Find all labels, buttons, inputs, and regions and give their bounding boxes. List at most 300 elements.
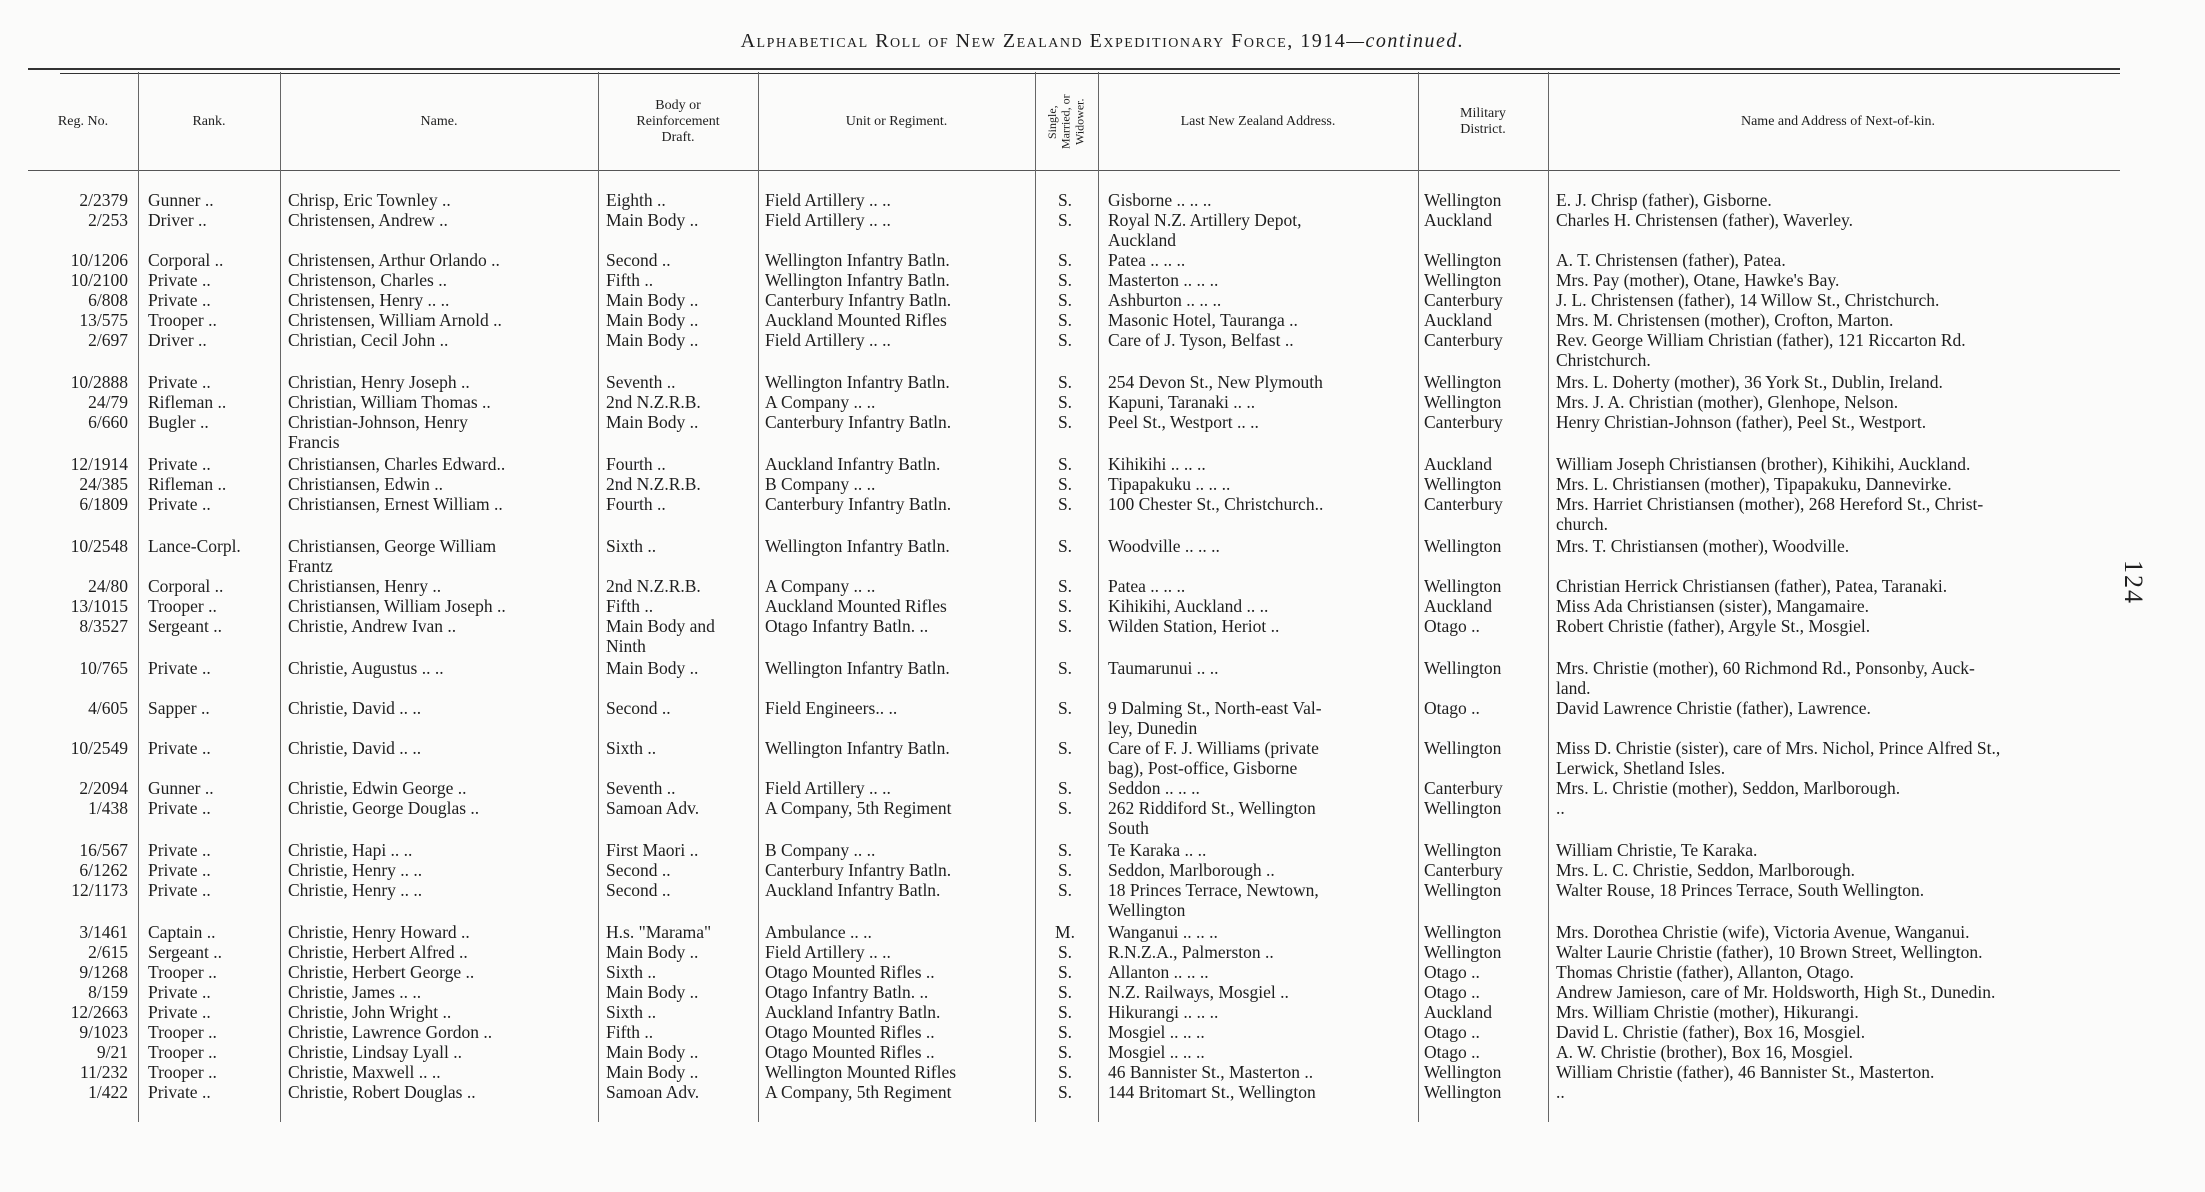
cell-addr: R.N.Z.A., Palmerston .. xyxy=(1108,942,1274,962)
cell-smw: S. xyxy=(1057,536,1073,556)
cell-smw: S. xyxy=(1057,942,1073,962)
cell-rank: Private .. xyxy=(148,372,211,392)
cell-smw: S. xyxy=(1057,412,1073,432)
cell-rank: Gunner .. xyxy=(148,190,214,210)
cell-unit: Canterbury Infantry Batln. xyxy=(765,494,952,514)
cell-reg: 24/79 xyxy=(88,392,128,412)
cell-kin: .. xyxy=(1556,798,1565,818)
cell-addr: Tipapakuku .. .. .. xyxy=(1108,474,1231,494)
cell-unit: Auckland Infantry Batln. xyxy=(765,880,941,900)
cell-rank: Private .. xyxy=(148,880,211,900)
cell-unit: Field Artillery .. .. xyxy=(765,942,891,962)
cell-smw: S. xyxy=(1057,658,1073,678)
cell-reg: 8/3527 xyxy=(79,616,128,636)
cell-dist: Otago .. xyxy=(1424,1042,1480,1062)
cell-smw: S. xyxy=(1057,1022,1073,1042)
header-last-address: Last New Zealand Address. xyxy=(1180,113,1336,129)
cell-dist: Otago .. xyxy=(1424,698,1480,718)
cell-kin: Walter Rouse, 18 Princes Terrace, South Wellington. xyxy=(1556,880,1925,900)
cell-kin: William Christie (father), 46 Bannister St., Masterton. xyxy=(1556,1062,1935,1082)
cell-unit: Wellington Mounted Rifles xyxy=(765,1062,957,1082)
cell-addr: Allanton .. .. .. xyxy=(1108,962,1209,982)
cell-reg: 11/232 xyxy=(80,1062,128,1082)
cell-dist: Auckland xyxy=(1424,1002,1493,1022)
cell-reg: 2/615 xyxy=(88,942,128,962)
cell-reg: 2/2094 xyxy=(79,778,128,798)
cell-addr: Kapuni, Taranaki .. .. xyxy=(1108,392,1256,412)
cell-name: Christiansen, George William Frantz xyxy=(288,536,497,576)
column-divider xyxy=(598,72,599,1122)
cell-dist: Wellington xyxy=(1424,922,1502,942)
cell-addr: N.Z. Railways, Mosgiel .. xyxy=(1108,982,1289,1002)
cell-rank: Trooper .. xyxy=(148,1062,217,1082)
cell-body: Sixth .. xyxy=(606,738,657,758)
cell-body: Main Body and Ninth xyxy=(606,616,715,656)
cell-dist: Canterbury xyxy=(1424,494,1503,514)
cell-body: Seventh .. xyxy=(606,778,676,798)
cell-dist: Wellington xyxy=(1424,474,1502,494)
cell-smw: S. xyxy=(1057,210,1073,230)
column-divider xyxy=(758,72,759,1122)
page-title xyxy=(0,30,2205,53)
cell-reg: 6/1262 xyxy=(79,860,128,880)
cell-unit: Wellington Infantry Batln. xyxy=(765,372,950,392)
cell-kin: Walter Laurie Christie (father), 10 Brown Street, Wellington. xyxy=(1556,942,1983,962)
cell-reg: 10/2100 xyxy=(70,270,128,290)
header-next-of-kin: Name and Address of Next-of-kin. xyxy=(1740,113,1935,129)
cell-reg: 8/159 xyxy=(88,982,128,1002)
cell-smw: S. xyxy=(1057,840,1073,860)
cell-body: Fourth .. xyxy=(606,454,666,474)
cell-dist: Wellington xyxy=(1424,372,1502,392)
cell-smw: S. xyxy=(1057,250,1073,270)
cell-name: Christensen, William Arnold .. xyxy=(288,310,502,330)
cell-reg: 10/765 xyxy=(79,658,128,678)
cell-dist: Wellington xyxy=(1424,392,1502,412)
cell-kin: William Christie, Te Karaka. xyxy=(1556,840,1758,860)
cell-reg: 9/21 xyxy=(96,1042,128,1062)
cell-dist: Auckland xyxy=(1424,596,1493,616)
cell-smw: S. xyxy=(1057,778,1073,798)
cell-reg: 1/422 xyxy=(88,1082,128,1102)
cell-dist: Wellington xyxy=(1424,1082,1502,1102)
cell-name: Christie, John Wright .. xyxy=(288,1002,452,1022)
cell-dist: Canterbury xyxy=(1424,290,1503,310)
cell-name: Christie, David .. .. xyxy=(288,698,422,718)
cell-body: Main Body .. xyxy=(606,310,699,330)
cell-smw: S. xyxy=(1057,310,1073,330)
cell-dist: Wellington xyxy=(1424,798,1502,818)
cell-name: Christie, Henry Howard .. xyxy=(288,922,470,942)
cell-unit: Wellington Infantry Batln. xyxy=(765,658,950,678)
cell-dist: Wellington xyxy=(1424,536,1502,556)
cell-addr: Hikurangi .. .. .. xyxy=(1108,1002,1219,1022)
cell-rank: Private .. xyxy=(148,1002,211,1022)
cell-addr: Te Karaka .. .. xyxy=(1108,840,1207,860)
cell-body: Main Body .. xyxy=(606,1062,699,1082)
cell-body: Main Body .. xyxy=(606,290,699,310)
column-divider xyxy=(1418,72,1419,1122)
cell-dist: Wellington xyxy=(1424,880,1502,900)
cell-rank: Rifleman .. xyxy=(148,392,227,412)
cell-unit: A Company, 5th Regiment xyxy=(765,1082,952,1102)
cell-dist: Wellington xyxy=(1424,840,1502,860)
cell-rank: Private .. xyxy=(148,494,211,514)
cell-name: Christie, Robert Douglas .. xyxy=(288,1082,476,1102)
cell-unit: A Company .. .. xyxy=(765,576,876,596)
cell-reg: 4/605 xyxy=(88,698,128,718)
cell-kin: William Joseph Christiansen (brother), Kihikihi, Auckland. xyxy=(1556,454,1971,474)
cell-name: Christie, Herbert Alfred .. xyxy=(288,942,468,962)
cell-rank: Lance-Corpl. xyxy=(148,536,241,556)
page-number: 124 xyxy=(2119,560,2148,605)
cell-rank: Sergeant .. xyxy=(148,616,223,636)
cell-rank: Private .. xyxy=(148,270,211,290)
cell-name: Christiansen, Charles Edward.. xyxy=(288,454,506,474)
cell-smw: S. xyxy=(1057,880,1073,900)
cell-unit: Canterbury Infantry Batln. xyxy=(765,412,952,432)
cell-name: Christensen, Arthur Orlando .. xyxy=(288,250,500,270)
cell-rank: Private .. xyxy=(148,1082,211,1102)
cell-body: Main Body .. xyxy=(606,982,699,1002)
cell-addr: Mosgiel .. .. .. xyxy=(1108,1042,1205,1062)
cell-rank: Captain .. xyxy=(148,922,216,942)
cell-reg: 16/567 xyxy=(79,840,128,860)
cell-body: Samoan Adv. xyxy=(606,1082,700,1102)
cell-body: Second .. xyxy=(606,698,671,718)
column-divider xyxy=(280,72,281,1122)
title-suffix: —continued. xyxy=(1346,30,1465,52)
cell-addr: Patea .. .. .. xyxy=(1108,576,1186,596)
header-unit: Unit or Regiment. xyxy=(845,113,948,129)
cell-addr: Peel St., Westport .. .. xyxy=(1108,412,1259,432)
header-military-district: Military District. xyxy=(1460,105,1506,137)
cell-reg: 10/2888 xyxy=(70,372,128,392)
cell-body: Sixth .. xyxy=(606,962,657,982)
cell-name: Christie, George Douglas .. xyxy=(288,798,480,818)
cell-name: Christian, Cecil John .. xyxy=(288,330,449,350)
cell-body: H.s. "Marama" xyxy=(606,922,712,942)
cell-dist: Auckland xyxy=(1424,454,1493,474)
cell-body: Main Body .. xyxy=(606,1042,699,1062)
cell-addr: Seddon, Marlborough .. xyxy=(1108,860,1275,880)
cell-body: Second .. xyxy=(606,250,671,270)
cell-kin: E. J. Chrisp (father), Gisborne. xyxy=(1556,190,1772,210)
cell-dist: Wellington xyxy=(1424,1062,1502,1082)
cell-reg: 9/1268 xyxy=(79,962,128,982)
cell-smw: S. xyxy=(1057,1002,1073,1022)
cell-kin: Robert Christie (father), Argyle St., Mosgiel. xyxy=(1556,616,1871,636)
cell-unit: Field Artillery .. .. xyxy=(765,190,891,210)
cell-name: Christie, Lawrence Gordon .. xyxy=(288,1022,493,1042)
cell-dist: Auckland xyxy=(1424,310,1493,330)
cell-name: Christian, Henry Joseph .. xyxy=(288,372,470,392)
cell-rank: Private .. xyxy=(148,290,211,310)
cell-addr: Woodville .. .. .. xyxy=(1108,536,1220,556)
cell-unit: B Company .. .. xyxy=(765,474,876,494)
cell-rank: Private .. xyxy=(148,454,211,474)
cell-kin: Mrs. L. C. Christie, Seddon, Marlborough. xyxy=(1556,860,1855,880)
cell-unit: Otago Mounted Rifles .. xyxy=(765,962,935,982)
cell-reg: 12/2663 xyxy=(70,1002,128,1022)
cell-reg: 2/697 xyxy=(88,330,128,350)
cell-dist: Otago .. xyxy=(1424,1022,1480,1042)
cell-rank: Trooper .. xyxy=(148,962,217,982)
cell-body: Main Body .. xyxy=(606,330,699,350)
cell-reg: 13/1015 xyxy=(70,596,128,616)
cell-body: Main Body .. xyxy=(606,658,699,678)
cell-rank: Trooper .. xyxy=(148,596,217,616)
cell-unit: Wellington Infantry Batln. xyxy=(765,536,950,556)
cell-smw: S. xyxy=(1057,596,1073,616)
column-divider xyxy=(1548,72,1549,1122)
cell-smw: S. xyxy=(1057,698,1073,718)
cell-name: Christenson, Charles .. xyxy=(288,270,447,290)
cell-rank: Corporal .. xyxy=(148,250,224,270)
cell-unit: Field Artillery .. .. xyxy=(765,330,891,350)
cell-unit: Canterbury Infantry Batln. xyxy=(765,290,952,310)
cell-name: Christian-Johnson, Henry Francis xyxy=(288,412,468,452)
cell-rank: Private .. xyxy=(148,840,211,860)
cell-body: Seventh .. xyxy=(606,372,676,392)
cell-rank: Trooper .. xyxy=(148,1042,217,1062)
cell-name: Christensen, Andrew .. xyxy=(288,210,448,230)
cell-kin: J. L. Christensen (father), 14 Willow St., Christchurch. xyxy=(1556,290,1940,310)
cell-reg: 3/1461 xyxy=(79,922,128,942)
column-divider xyxy=(138,72,139,1122)
cell-addr: Wanganui .. .. .. xyxy=(1108,922,1218,942)
cell-smw: S. xyxy=(1057,982,1073,1002)
cell-smw: S. xyxy=(1057,860,1073,880)
cell-unit: Field Artillery .. .. xyxy=(765,778,891,798)
cell-addr: Ashburton .. .. .. xyxy=(1108,290,1222,310)
cell-dist: Wellington xyxy=(1424,942,1502,962)
cell-reg: 10/2548 xyxy=(70,536,128,556)
cell-reg: 24/385 xyxy=(79,474,128,494)
cell-smw: S. xyxy=(1057,270,1073,290)
cell-kin: A. T. Christensen (father), Patea. xyxy=(1556,250,1786,270)
cell-rank: Private .. xyxy=(148,738,211,758)
cell-name: Christie, Edwin George .. xyxy=(288,778,467,798)
cell-unit: A Company .. .. xyxy=(765,392,876,412)
cell-kin: Mrs. Harriet Christiansen (mother), 268 Hereford St., Christ- church. xyxy=(1556,494,1984,534)
cell-kin: Thomas Christie (father), Allanton, Otago. xyxy=(1556,962,1854,982)
cell-unit: Otago Infantry Batln. .. xyxy=(765,982,929,1002)
cell-body: Main Body .. xyxy=(606,412,699,432)
cell-reg: 10/1206 xyxy=(70,250,128,270)
cell-reg: 9/1023 xyxy=(79,1022,128,1042)
cell-reg: 12/1173 xyxy=(71,880,128,900)
cell-addr: 254 Devon St., New Plymouth xyxy=(1108,372,1323,392)
cell-reg: 2/2379 xyxy=(79,190,128,210)
cell-dist: Wellington xyxy=(1424,250,1502,270)
cell-name: Christiansen, Edwin .. xyxy=(288,474,444,494)
cell-body: Fifth .. xyxy=(606,1022,654,1042)
cell-unit: Ambulance .. .. xyxy=(765,922,872,942)
header-name: Name. xyxy=(420,113,458,129)
top-rule xyxy=(28,68,2120,70)
header-marital-status: Single, Married, or Widower. xyxy=(1044,94,1087,150)
cell-name: Christiansen, Henry .. xyxy=(288,576,442,596)
cell-unit: Auckland Mounted Rifles xyxy=(765,310,947,330)
cell-addr: Royal N.Z. Artillery Depot, Auckland xyxy=(1108,210,1302,250)
cell-rank: Private .. xyxy=(148,982,211,1002)
cell-kin: Miss Ada Christiansen (sister), Mangamaire. xyxy=(1556,596,1870,616)
cell-rank: Private .. xyxy=(148,798,211,818)
cell-addr: 144 Britomart St., Wellington xyxy=(1108,1082,1316,1102)
cell-name: Christie, Lindsay Lyall .. xyxy=(288,1042,463,1062)
cell-name: Christie, David .. .. xyxy=(288,738,422,758)
cell-name: Christie, Henry .. .. xyxy=(288,880,423,900)
cell-addr: Masonic Hotel, Tauranga .. xyxy=(1108,310,1298,330)
cell-name: Christie, Augustus .. .. xyxy=(288,658,444,678)
cell-addr: Masterton .. .. .. xyxy=(1108,270,1219,290)
cell-smw: S. xyxy=(1057,330,1073,350)
cell-smw: S. xyxy=(1057,392,1073,412)
cell-dist: Wellington xyxy=(1424,576,1502,596)
cell-unit: Auckland Mounted Rifles xyxy=(765,596,947,616)
cell-addr: Taumarunui .. .. xyxy=(1108,658,1219,678)
cell-smw: S. xyxy=(1057,576,1073,596)
cell-body: 2nd N.Z.R.B. xyxy=(606,474,701,494)
cell-name: Christie, Henry .. .. xyxy=(288,860,423,880)
cell-rank: Corporal .. xyxy=(148,576,224,596)
cell-reg: 6/808 xyxy=(88,290,128,310)
cell-smw: S. xyxy=(1057,1042,1073,1062)
cell-kin: A. W. Christie (brother), Box 16, Mosgiel. xyxy=(1556,1042,1853,1062)
cell-unit: Otago Infantry Batln. .. xyxy=(765,616,929,636)
cell-unit: Otago Mounted Rifles .. xyxy=(765,1042,935,1062)
cell-rank: Rifleman .. xyxy=(148,474,227,494)
cell-unit: Wellington Infantry Batln. xyxy=(765,738,950,758)
header-rank: Rank. xyxy=(192,113,226,129)
cell-rank: Private .. xyxy=(148,658,211,678)
cell-smw: S. xyxy=(1057,1062,1073,1082)
cell-kin: Mrs. William Christie (mother), Hikurangi. xyxy=(1556,1002,1859,1022)
title-main: Alphabetical Roll of New Zealand Expeditionary Force, 1914 xyxy=(740,30,1347,52)
cell-name: Chrisp, Eric Townley .. xyxy=(288,190,451,210)
cell-addr: 18 Princes Terrace, Newtown, Wellington xyxy=(1108,880,1319,920)
header-body-draft: Body or Reinforcement Draft. xyxy=(636,97,720,146)
cell-kin: Mrs. L. Christie (mother), Seddon, Marlborough. xyxy=(1556,778,1901,798)
cell-kin: Andrew Jamieson, care of Mr. Holdsworth, High St., Dunedin. xyxy=(1556,982,1996,1002)
cell-dist: Wellington xyxy=(1424,738,1502,758)
cell-body: Eighth .. xyxy=(606,190,666,210)
cell-name: Christie, Andrew Ivan .. xyxy=(288,616,457,636)
cell-dist: Otago .. xyxy=(1424,962,1480,982)
cell-reg: 6/1809 xyxy=(79,494,128,514)
cell-smw: S. xyxy=(1057,494,1073,514)
cell-body: 2nd N.Z.R.B. xyxy=(606,576,701,596)
cell-kin: Miss D. Christie (sister), care of Mrs. Nichol, Prince Alfred St., Lerwick, Shetland Isles. xyxy=(1556,738,2001,778)
cell-dist: Auckland xyxy=(1424,210,1493,230)
cell-dist: Otago .. xyxy=(1424,982,1480,1002)
cell-rank: Trooper .. xyxy=(148,310,217,330)
cell-unit: Canterbury Infantry Batln. xyxy=(765,860,952,880)
cell-smw: S. xyxy=(1057,1082,1073,1102)
cell-unit: Otago Mounted Rifles .. xyxy=(765,1022,935,1042)
cell-reg: 10/2549 xyxy=(70,738,128,758)
cell-addr: Seddon .. .. .. xyxy=(1108,778,1200,798)
header-reg-no: Reg. No. xyxy=(57,113,109,129)
cell-dist: Canterbury xyxy=(1424,412,1503,432)
cell-rank: Gunner .. xyxy=(148,778,214,798)
cell-name: Christian, William Thomas .. xyxy=(288,392,491,412)
cell-addr: Patea .. .. .. xyxy=(1108,250,1186,270)
cell-dist: Canterbury xyxy=(1424,778,1503,798)
cell-kin: Mrs. T. Christiansen (mother), Woodville. xyxy=(1556,536,1850,556)
cell-smw: S. xyxy=(1057,474,1073,494)
cell-body: Second .. xyxy=(606,860,671,880)
cell-unit: Auckland Infantry Batln. xyxy=(765,1002,941,1022)
cell-body: Sixth .. xyxy=(606,1002,657,1022)
cell-addr: Care of J. Tyson, Belfast .. xyxy=(1108,330,1294,350)
column-divider xyxy=(1098,72,1099,1122)
cell-body: Main Body .. xyxy=(606,210,699,230)
cell-name: Christiansen, William Joseph .. xyxy=(288,596,506,616)
cell-addr: Gisborne .. .. .. xyxy=(1108,190,1212,210)
cell-kin: David Lawrence Christie (father), Lawrence. xyxy=(1556,698,1871,718)
cell-kin: .. xyxy=(1556,1082,1565,1102)
cell-body: Fifth .. xyxy=(606,270,654,290)
cell-kin: Mrs. L. Doherty (mother), 36 York St., Dublin, Ireland. xyxy=(1556,372,1943,392)
cell-rank: Trooper .. xyxy=(148,1022,217,1042)
cell-body: Main Body .. xyxy=(606,942,699,962)
cell-addr: 9 Dalming St., North-east Val- ley, Dunedin xyxy=(1108,698,1322,738)
cell-unit: Wellington Infantry Batln. xyxy=(765,250,950,270)
cell-smw: S. xyxy=(1057,962,1073,982)
cell-unit: Field Artillery .. .. xyxy=(765,210,891,230)
cell-dist: Wellington xyxy=(1424,190,1502,210)
cell-addr: Mosgiel .. .. .. xyxy=(1108,1022,1205,1042)
cell-rank: Bugler .. xyxy=(148,412,209,432)
cell-rank: Sergeant .. xyxy=(148,942,223,962)
cell-addr: 262 Riddiford St., Wellington South xyxy=(1108,798,1316,838)
cell-reg: 12/1914 xyxy=(70,454,128,474)
cell-kin: Henry Christian-Johnson (father), Peel St., Westport. xyxy=(1556,412,1927,432)
cell-smw: S. xyxy=(1057,798,1073,818)
cell-smw: S. xyxy=(1057,616,1073,636)
cell-body: Samoan Adv. xyxy=(606,798,700,818)
cell-rank: Driver .. xyxy=(148,330,207,350)
cell-addr: Wilden Station, Heriot .. xyxy=(1108,616,1280,636)
cell-smw: S. xyxy=(1057,454,1073,474)
cell-unit: Auckland Infantry Batln. xyxy=(765,454,941,474)
cell-kin: Rev. George William Christian (father), 121 Riccarton Rd. Christchurch. xyxy=(1556,330,1966,370)
cell-body: Fourth .. xyxy=(606,494,666,514)
cell-body: Sixth .. xyxy=(606,536,657,556)
cell-smw: S. xyxy=(1057,290,1073,310)
header-rule xyxy=(28,170,2120,171)
cell-dist: Otago .. xyxy=(1424,616,1480,636)
cell-kin: Mrs. J. A. Christian (mother), Glenhope, Nelson. xyxy=(1556,392,1899,412)
cell-body: First Maori .. xyxy=(606,840,699,860)
cell-dist: Canterbury xyxy=(1424,330,1503,350)
cell-reg: 2/253 xyxy=(88,210,128,230)
cell-addr: Kihikihi .. .. .. xyxy=(1108,454,1206,474)
cell-smw: S. xyxy=(1057,372,1073,392)
cell-reg: 13/575 xyxy=(79,310,128,330)
cell-unit: B Company .. .. xyxy=(765,840,876,860)
cell-name: Christie, Maxwell .. .. xyxy=(288,1062,441,1082)
cell-smw: S. xyxy=(1057,190,1073,210)
cell-addr: 100 Chester St., Christchurch.. xyxy=(1108,494,1324,514)
cell-kin: Mrs. M. Christensen (mother), Crofton, Marton. xyxy=(1556,310,1894,330)
cell-body: Second .. xyxy=(606,880,671,900)
cell-name: Christiansen, Ernest William .. xyxy=(288,494,503,514)
cell-unit: A Company, 5th Regiment xyxy=(765,798,952,818)
cell-name: Christie, James .. .. xyxy=(288,982,422,1002)
